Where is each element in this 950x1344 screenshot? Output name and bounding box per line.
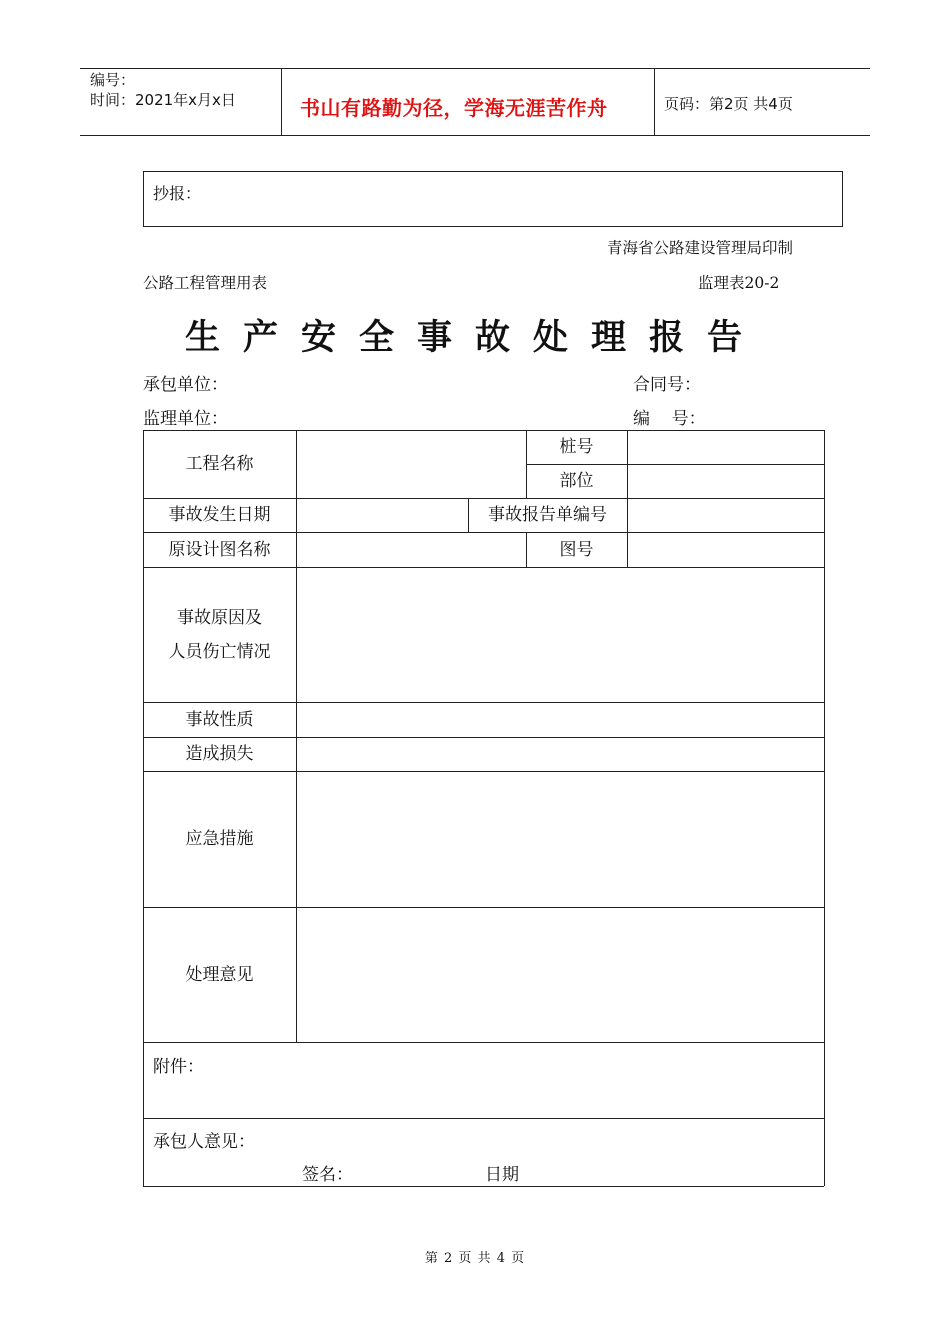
header-bottom-rule xyxy=(80,135,870,136)
form-code: 监理表20-2 xyxy=(698,274,780,292)
contractor-opinion-label: 承包人意见： xyxy=(153,1132,255,1152)
project-name-label: 工程名称 xyxy=(185,454,254,474)
rule-row-9 xyxy=(143,1042,824,1043)
signature-label: 签名： xyxy=(302,1165,353,1185)
header-page-info: 页码：第2页 共4页 xyxy=(664,95,793,113)
header-divider-right xyxy=(654,68,655,135)
supervisor-field: 监理单位： xyxy=(143,409,228,429)
header-motto: 书山有路勤为径，学海无涯苦作舟 xyxy=(300,96,608,120)
contractor-field: 承包单位： xyxy=(143,375,228,395)
serial-no-field: 编 号： xyxy=(633,409,706,429)
page-footer: 第 2 页 共 4 页 xyxy=(424,1251,526,1266)
cc-box xyxy=(143,171,843,227)
cause-line-2: 人员伤亡情况 xyxy=(168,641,271,662)
cc-label: 抄报： xyxy=(153,184,202,203)
accident-date-label: 事故发生日期 xyxy=(168,505,271,525)
col-label-divider xyxy=(296,430,297,1042)
page-title: 生产安全事故处理报告 xyxy=(184,317,765,358)
rule-row-10 xyxy=(143,1118,824,1119)
form-category: 公路工程管理用表 xyxy=(143,274,268,292)
emergency-label: 应急措施 xyxy=(185,829,254,849)
cause-casualty-label xyxy=(143,567,296,702)
table-border-bottom xyxy=(143,1186,824,1187)
printed-by: 青海省公路建设管理局印制 xyxy=(607,239,794,257)
drawing-no-label: 图号 xyxy=(559,539,594,560)
attachments-label: 附件： xyxy=(153,1057,204,1077)
handling-label: 处理意见 xyxy=(185,964,254,985)
stake-no-label: 桩号 xyxy=(559,437,594,457)
location-label: 部位 xyxy=(559,471,594,491)
col-right-divider-a xyxy=(627,430,628,567)
header-divider-left xyxy=(281,68,282,135)
design-drawing-label: 原设计图名称 xyxy=(168,539,271,560)
header-time: 时间：2021年x月x日 xyxy=(90,91,236,109)
loss-label: 造成损失 xyxy=(185,744,254,764)
header-number-label: 编号： xyxy=(90,71,136,89)
date-label: 日期 xyxy=(485,1165,519,1185)
cause-line-1: 事故原因及 xyxy=(177,607,262,628)
report-no-label: 事故报告单编号 xyxy=(488,505,607,525)
header-top-rule xyxy=(80,68,870,69)
nature-label: 事故性质 xyxy=(185,709,254,730)
contract-no-field: 合同号： xyxy=(633,375,701,395)
table-border-right xyxy=(824,430,825,1186)
